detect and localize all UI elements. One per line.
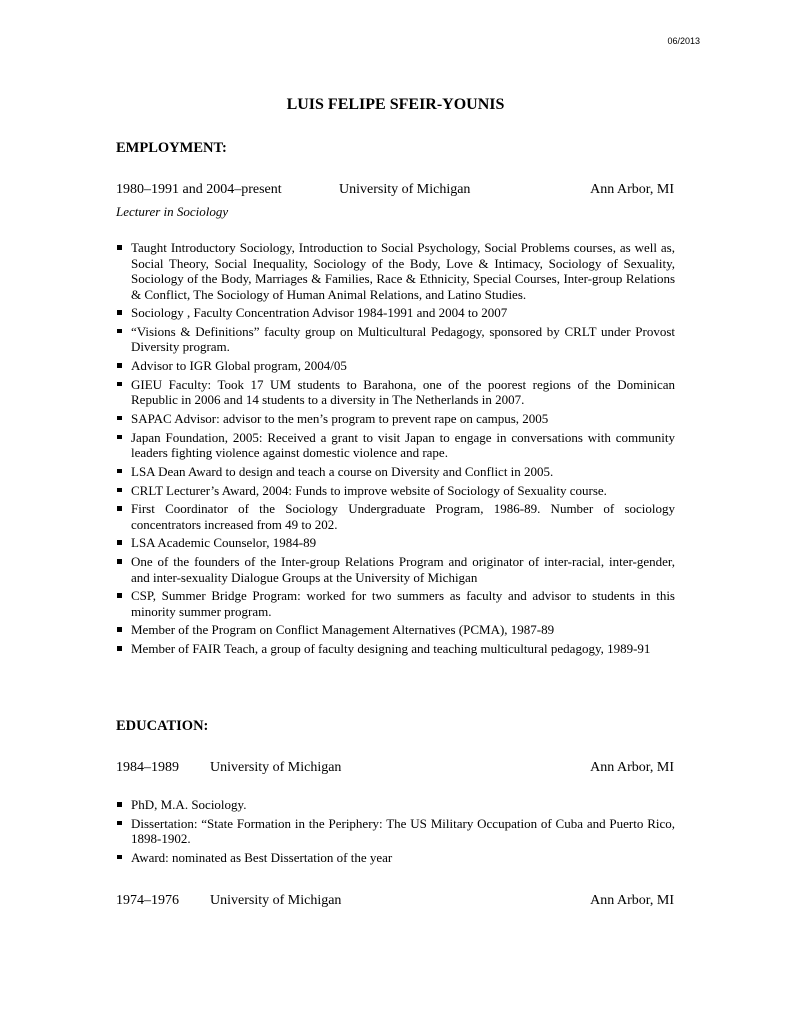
employment-heading: EMPLOYMENT: bbox=[116, 140, 227, 156]
list-item: One of the founders of the Inter-group Relations Program and originator of inter-racial, inter-gender, and inter-sexuality Dialogue Groups at the University of Michigan bbox=[116, 554, 675, 585]
list-item: Member of FAIR Teach, a group of faculty designing and teaching multicultural pedagogy, 1989-91 bbox=[116, 641, 675, 657]
education-row bbox=[116, 760, 674, 778]
list-item: Member of the Program on Conflict Management Alternatives (PCMA), 1987-89 bbox=[116, 622, 675, 638]
list-item: First Coordinator of the Sociology Undergraduate Program, 1986-89. Number of sociology concentrators increased from 49 to 202. bbox=[116, 501, 675, 532]
education-institution: University of Michigan bbox=[210, 760, 342, 775]
education-dates: 1974–1976 bbox=[116, 893, 179, 908]
list-item: SAPAC Advisor: advisor to the men’s program to prevent rape on campus, 2005 bbox=[116, 411, 675, 427]
employment-dates: 1980–1991 and 2004–present bbox=[116, 182, 282, 197]
list-item: LSA Academic Counselor, 1984-89 bbox=[116, 535, 675, 551]
education-heading: EDUCATION: bbox=[116, 718, 209, 734]
employment-institution: University of Michigan bbox=[339, 182, 471, 197]
document-title: LUIS FELIPE SFEIR-YOUNIS bbox=[286, 96, 505, 113]
list-item: GIEU Faculty: Took 17 UM students to Barahona, one of the poorest regions of the Dominican Republic in 2006 and 14 students to a diversity in The Netherlands in 2007. bbox=[116, 377, 675, 408]
education-bullet-list bbox=[116, 797, 675, 869]
list-item: LSA Dean Award to design and teach a course on Diversity and Conflict in 2005. bbox=[116, 464, 675, 480]
education-location: Ann Arbor, MI bbox=[590, 760, 674, 775]
employment-location: Ann Arbor, MI bbox=[590, 182, 674, 197]
employment-title: Lecturer in Sociology bbox=[116, 204, 229, 219]
document-date: 06/2013 bbox=[667, 36, 700, 46]
list-item: Sociology , Faculty Concentration Advisor 1984-1991 and 2004 to 2007 bbox=[116, 305, 675, 321]
list-item: PhD, M.A. Sociology. bbox=[116, 797, 675, 813]
list-item: CSP, Summer Bridge Program: worked for two summers as faculty and advisor to students in this minority summer program. bbox=[116, 588, 675, 619]
education-institution: University of Michigan bbox=[210, 893, 342, 908]
education-row bbox=[116, 893, 674, 911]
list-item: Dissertation: “State Formation in the Periphery: The US Military Occupation of Cuba and Puerto Rico, 1898-1902. bbox=[116, 816, 675, 847]
list-item: Award: nominated as Best Dissertation of the year bbox=[116, 850, 675, 866]
list-item: Advisor to IGR Global program, 2004/05 bbox=[116, 358, 675, 374]
employment-bullet-list bbox=[116, 240, 675, 660]
employment-row bbox=[116, 182, 674, 200]
list-item: Japan Foundation, 2005: Received a grant to visit Japan to engage in conversations with community leaders fighting violence against domestic violence and rape. bbox=[116, 430, 675, 461]
list-item: CRLT Lecturer’s Award, 2004: Funds to improve website of Sociology of Sexuality course. bbox=[116, 483, 675, 499]
list-item: “Visions & Definitions” faculty group on Multicultural Pedagogy, sponsored by CRLT under Provost Diversity program. bbox=[116, 324, 675, 355]
education-dates: 1984–1989 bbox=[116, 760, 179, 775]
education-location: Ann Arbor, MI bbox=[590, 893, 674, 908]
list-item: Taught Introductory Sociology, Introduction to Social Psychology, Social Problems courses, as well as, Social Theory, Social Inequality, Sociology of the Body, Love & Intimacy, Sociology of Sexuality, Sociology of the Body, Marriages & Families, Race & Ethnicity, Special Courses, Inter-group Relations & Conflict, The Sociology of Human Animal Relations, and Latino Studies. bbox=[116, 240, 675, 302]
